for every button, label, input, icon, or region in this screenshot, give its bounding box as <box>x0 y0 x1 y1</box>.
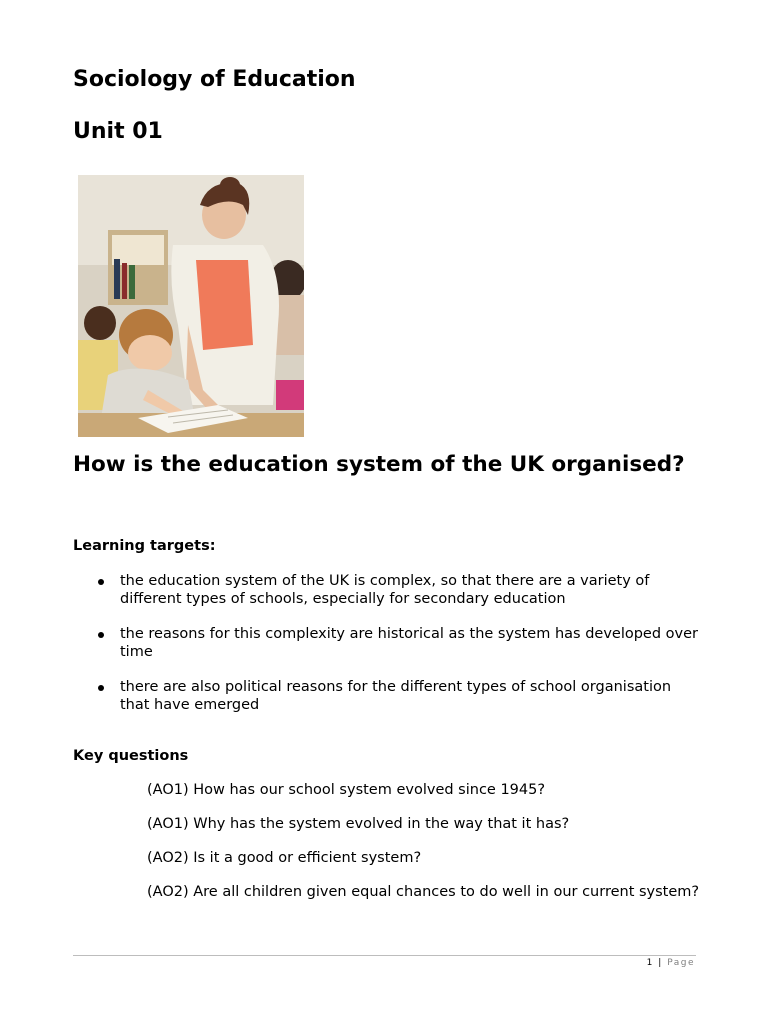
page-footer <box>647 957 695 969</box>
key-questions-label: Key questions <box>73 748 189 764</box>
bullet-icon <box>98 579 104 585</box>
list-item-text: there are also political reasons for the different types of school organisation that have emerged <box>120 679 672 713</box>
list-item-text: the reasons for this complexity are historical as the system has developed over time <box>120 626 698 660</box>
key-question: (AO2) Is it a good or efficient system? <box>147 850 422 866</box>
bullet-icon <box>98 632 104 638</box>
page-label: Page <box>667 958 695 968</box>
learning-targets-list <box>73 572 703 731</box>
unit-title: Unit 01 <box>73 119 163 144</box>
list-item-text: the education system of the UK is complex, so that there are a variety of different types of schools, especially for secondary education <box>120 573 650 607</box>
key-question: (AO2) Are all children given equal chances to do well in our current system? <box>147 884 700 900</box>
section-heading: How is the education system of the UK organised? <box>73 452 685 477</box>
page-title: Sociology of Education <box>73 67 356 92</box>
learning-targets-label: Learning targets: <box>73 538 216 554</box>
page-number: 1 <box>646 958 654 968</box>
key-questions-list <box>147 781 707 917</box>
key-question: (AO1) Why has the system evolved in the way that it has? <box>147 816 570 832</box>
classroom-photo <box>78 175 304 437</box>
key-question: (AO1) How has our school system evolved since 1945? <box>147 782 546 798</box>
page-separator: | <box>658 958 663 968</box>
list-item <box>73 572 703 608</box>
footer-divider <box>73 955 696 956</box>
list-item <box>73 678 703 714</box>
list-item <box>73 625 703 661</box>
bullet-icon <box>98 685 104 691</box>
